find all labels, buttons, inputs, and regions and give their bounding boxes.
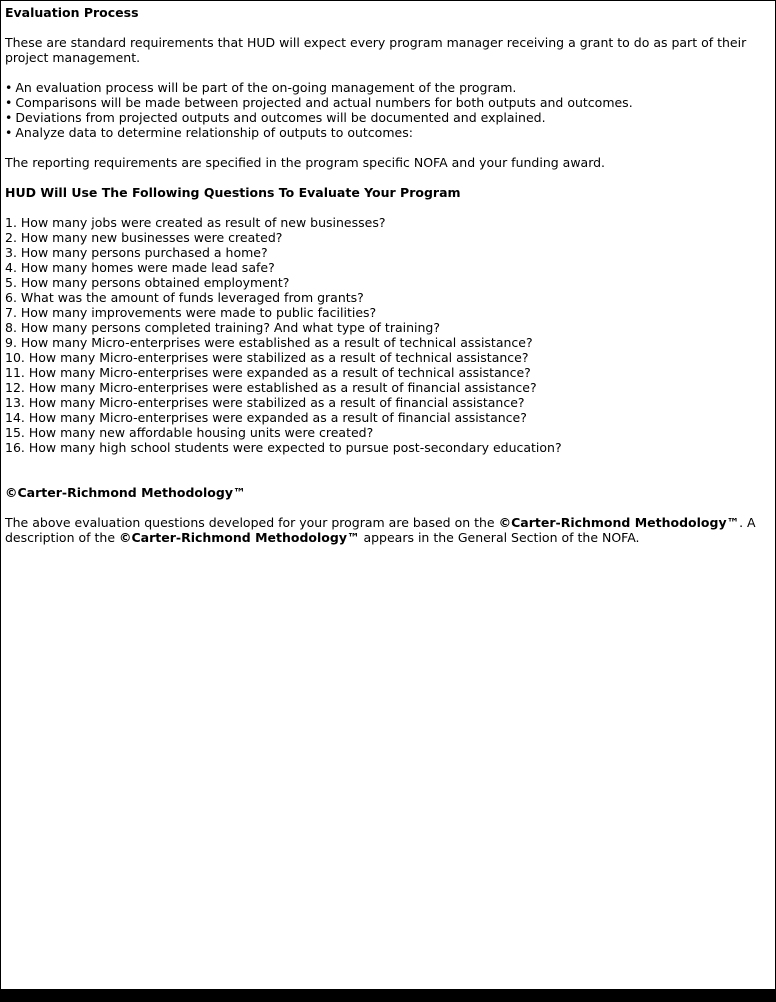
question-item: 2. How many new businesses were created? xyxy=(5,230,283,245)
bullet-icon: • xyxy=(5,95,13,110)
bullet-icon: • xyxy=(5,80,13,95)
methodology-trademark: ©Carter-Richmond Methodology™ xyxy=(498,515,740,530)
question-item: 10. How many Micro-enterprises were stabilized as a result of technical assistance? xyxy=(5,350,529,365)
reporting-note: The reporting requirements are specified in the program specific NOFA and your funding award. xyxy=(5,155,606,170)
methodology-heading: ©Carter-Richmond Methodology™ xyxy=(5,485,246,500)
question-item: 12. How many Micro-enterprises were established as a result of financial assistance? xyxy=(5,380,537,395)
bullet-icon: • xyxy=(5,125,13,140)
methodology-text-segment: The above evaluation questions developed for your program are based on the xyxy=(5,515,499,530)
questions-heading: HUD Will Use The Following Questions To Evaluate Your Program xyxy=(5,185,461,200)
question-item: 8. How many persons completed training? And what type of training? xyxy=(5,320,440,335)
question-item: 5. How many persons obtained employment? xyxy=(5,275,290,290)
question-item: 13. How many Micro-enterprises were stabilized as a result of financial assistance? xyxy=(5,395,525,410)
bullet-text: Analyze data to determine relationship of outputs to outcomes: xyxy=(15,125,413,140)
intro-text: These are standard requirements that HUD will expect every program manager receiving a grant to do as part of their project management. xyxy=(5,35,747,65)
bullet-text: An evaluation process will be part of the on-going management of the program. xyxy=(15,80,517,95)
question-item: 1. How many jobs were created as result of new businesses? xyxy=(5,215,386,230)
question-item: 6. What was the amount of funds leveraged from grants? xyxy=(5,290,364,305)
question-item: 14. How many Micro-enterprises were expanded as a result of financial assistance? xyxy=(5,410,527,425)
intro-paragraph xyxy=(5,35,771,65)
bullet-item xyxy=(5,125,771,140)
bullet-list xyxy=(5,80,771,140)
bullet-text: Deviations from projected outputs and outcomes will be documented and explained. xyxy=(15,110,546,125)
methodology-text-segment: . A description of the xyxy=(5,515,756,545)
questions-list xyxy=(5,215,771,455)
bullet-item xyxy=(5,110,771,125)
methodology-paragraph xyxy=(5,515,771,545)
question-item: 9. How many Micro-enterprises were established as a result of technical assistance? xyxy=(5,335,533,350)
question-item: 16. How many high school students were expected to pursue post-secondary education? xyxy=(5,440,562,455)
question-item: 4. How many homes were made lead safe? xyxy=(5,260,275,275)
methodology-trademark: ©Carter-Richmond Methodology™ xyxy=(118,530,360,545)
bullet-text: Comparisons will be made between projected and actual numbers for both outputs and outcomes. xyxy=(15,95,633,110)
bullet-icon: • xyxy=(5,110,13,125)
document-content xyxy=(1,1,775,545)
question-item: 3. How many persons purchased a home? xyxy=(5,245,268,260)
bullet-item xyxy=(5,95,771,110)
question-item: 7. How many improvements were made to public facilities? xyxy=(5,305,377,320)
methodology-text-segment: appears in the General Section of the NOFA. xyxy=(359,530,640,545)
page-bottom-bar xyxy=(1,989,775,1001)
question-item: 15. How many new affordable housing units were created? xyxy=(5,425,374,440)
question-item: 11. How many Micro-enterprises were expanded as a result of technical assistance? xyxy=(5,365,531,380)
bullet-item xyxy=(5,80,771,95)
page-title: Evaluation Process xyxy=(5,5,139,20)
